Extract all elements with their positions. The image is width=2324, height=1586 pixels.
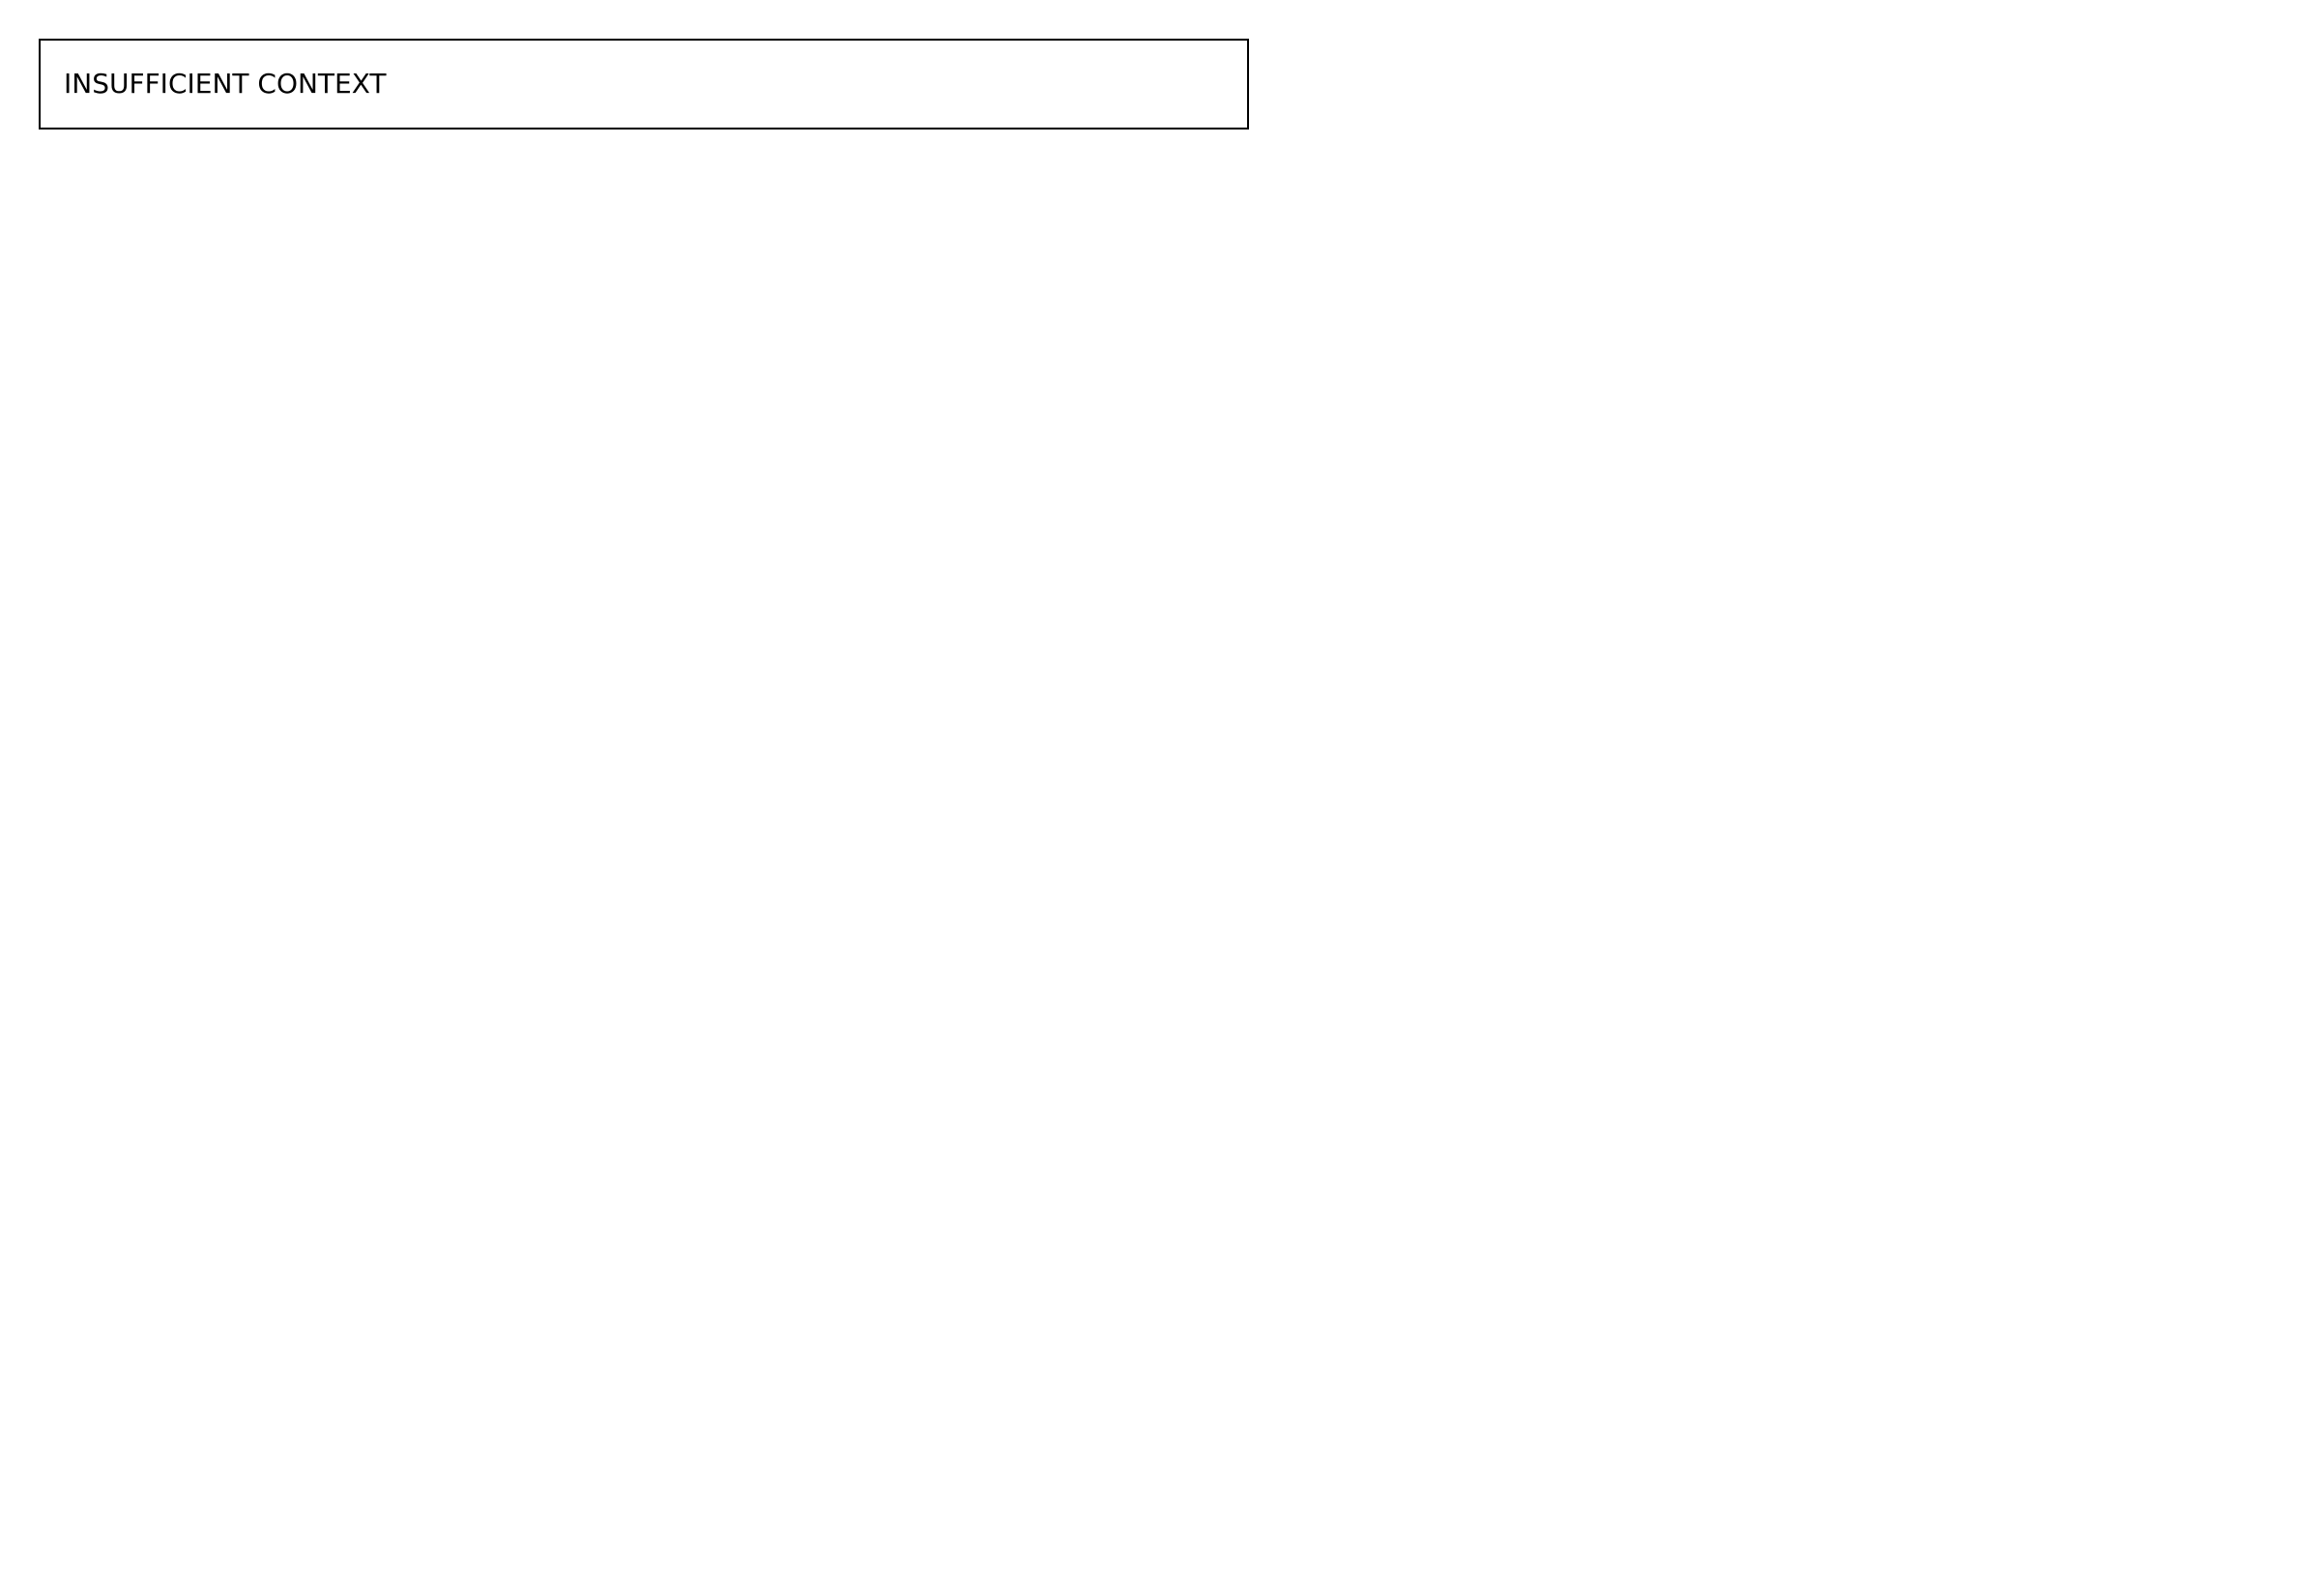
insufficient-context-notice: INSUFFICIENT CONTEXT [39,39,1249,130]
